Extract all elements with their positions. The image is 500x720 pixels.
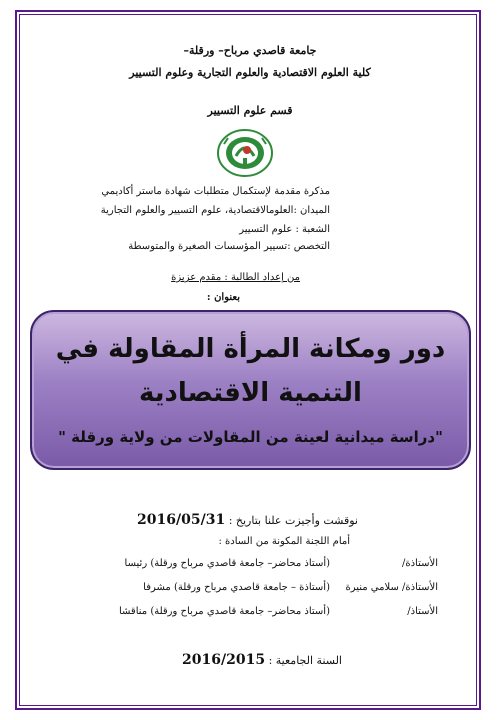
- prepared-by: من إعداد الطالبة : مقدم عزيزة: [171, 272, 300, 283]
- committee-member-2-details: (أستاذة – جامعة قاصدي مرباح ورقلة) مشرفا: [143, 582, 330, 593]
- title-line-1: دور ومكانة المرأة المقاولة في: [55, 334, 446, 364]
- memo-line: مذكرة مقدمة لإستكمال متطلبات شهادة ماستر أكاديمي: [101, 186, 330, 197]
- academic-year-row: [182, 652, 342, 668]
- committee-member-1-details: (أستاذ محاضر– جامعة قاصدي مرباح ورقلة) رئيسا: [124, 558, 330, 569]
- defense-date-row: [137, 512, 358, 528]
- university-name: جامعة قاصدي مرباح– ورقلة–: [183, 44, 317, 57]
- department-name: قسم علوم التسيير: [207, 104, 293, 117]
- committee-member-1-prefix: الأستاذة/: [402, 558, 438, 569]
- faculty-name: كلية العلوم الاقتصادية والعلوم التجارية وعلوم التسيير: [129, 66, 371, 79]
- title-line-2: التنمية الاقتصادية: [139, 378, 362, 408]
- branch-line: الشعبة : علوم التسيير: [239, 224, 330, 235]
- committee-member-3-prefix: الأستاذ/: [407, 606, 438, 617]
- university-seal-icon: [216, 128, 274, 178]
- title-subtitle: "دراسة ميدانية لعينة من المقاولات من ولاية ورقلة ": [58, 428, 443, 446]
- committee-member-2-prefix: الأستاذة/ سلامي منيرة: [345, 582, 438, 593]
- title-box: [30, 310, 471, 470]
- specialty-line: التخصص :تسيير المؤسسات الصغيرة والمتوسطة: [128, 241, 330, 252]
- defense-date-label: نوقشت وأجيزت علنا بتاريخ :: [228, 514, 358, 527]
- academic-year-value: 2016/2015: [182, 652, 266, 668]
- committee-intro: أمام اللجنة المكونة من السادة :: [218, 536, 350, 547]
- committee-member-3-details: (أستاذ محاضر– جامعة قاصدي مرباح ورقلة) مناقشا: [118, 606, 330, 617]
- academic-year-label: السنة الجامعية :: [268, 654, 342, 667]
- field-line: الميدان :العلومالاقتصادية، علوم التسيير والعلوم التجارية: [100, 205, 330, 216]
- title-intro: بعنوان :: [206, 292, 240, 303]
- defense-date: 2016/05/31: [137, 512, 226, 528]
